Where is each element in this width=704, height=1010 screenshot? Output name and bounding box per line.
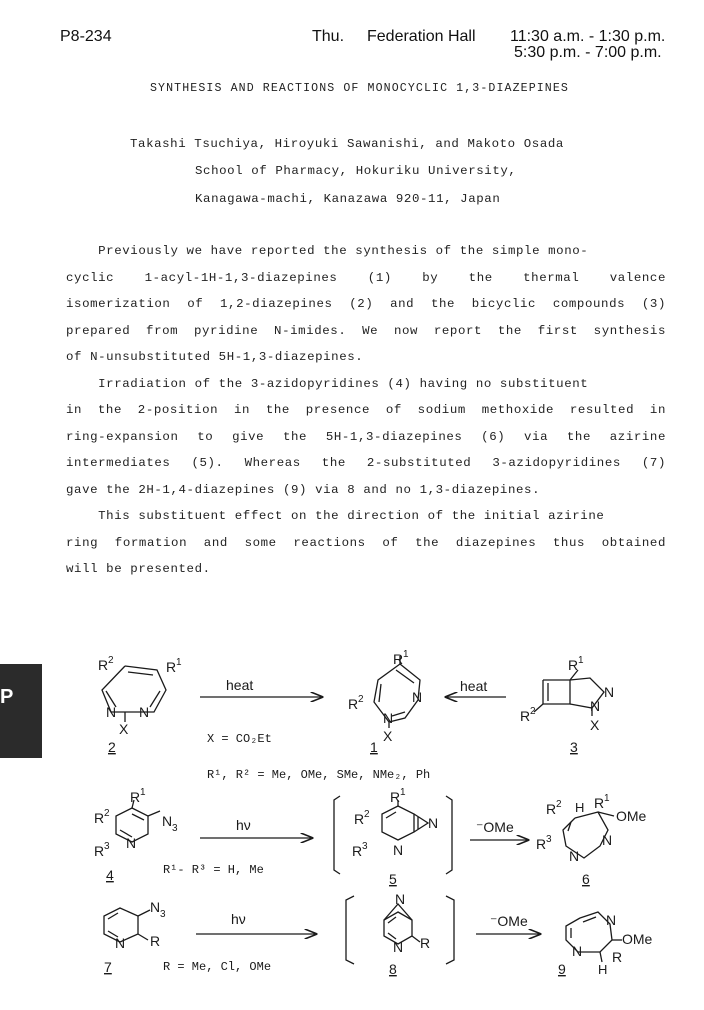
atom-label: R — [393, 651, 404, 667]
affiliation-line-1: School of Pharmacy, Hokuriku University, — [195, 164, 517, 178]
atom-label: N — [602, 832, 613, 848]
section-tab-letter: P — [0, 686, 14, 708]
abstract-line: Irradiation of the 3-azidopyridines (4) having no substituent — [66, 376, 589, 391]
paper-authors: Takashi Tsuchiya, Hiroyuki Sawanishi, and Makoto Osada — [130, 137, 564, 151]
atom-label: H — [575, 800, 585, 815]
atom-label: 2 — [530, 706, 536, 717]
compound-6-structure — [536, 793, 647, 887]
abstract-line: ring-expansion to give the 5H-1,3-diazepines (6) via the azirine — [66, 429, 666, 444]
atom-label: N — [590, 698, 601, 714]
bracket-left — [346, 896, 354, 964]
atom-label: R — [420, 935, 431, 951]
atom-label: 3 — [362, 841, 368, 852]
r1-r3-definition: R¹- R³ = H, Me — [163, 863, 264, 877]
bracket-left — [334, 796, 340, 874]
compound-number-9: 9 — [558, 961, 566, 977]
abstract-line: Previously we have reported the synthesis of the simple mono- — [66, 244, 589, 258]
abstract-line: intermediates (5). Whereas the 2-substituted 3-azidopyridines (7) — [66, 456, 666, 470]
compound-number-8: 8 — [389, 961, 397, 977]
atom-label: N — [428, 815, 439, 831]
atom-label: OMe — [622, 931, 653, 947]
compound-number-1: 1 — [370, 739, 378, 755]
atom-label: R — [98, 657, 109, 673]
atom-label: H — [598, 962, 608, 977]
arrow-label-ome: ⁻OMe — [490, 913, 528, 929]
atom-label: X — [119, 721, 129, 737]
r1-r2-definition: R¹, R² = Me, OMe, SMe, NMe₂, Ph — [207, 768, 431, 782]
atom-label: 2 — [104, 808, 110, 819]
compound-1-structure — [348, 649, 422, 755]
atom-label: N — [606, 912, 617, 928]
atom-label: N — [393, 939, 404, 955]
atom-label: OMe — [616, 808, 647, 824]
atom-label: R — [594, 795, 605, 811]
atom-label: 1 — [400, 787, 406, 798]
abstract-line: cyclic 1-acyl-1H-1,3-diazepines (1) by the thermal valence — [66, 270, 666, 285]
atom-label: X — [590, 717, 600, 733]
abstract-line: of N-unsubstituted 5H-1,3-diazepines. — [66, 350, 364, 364]
session-time-2: 5:30 p.m. - 7:00 p.m. — [514, 44, 662, 61]
session-time-1: 11:30 a.m. - 1:30 p.m. — [510, 28, 666, 45]
atom-label: 3 — [172, 823, 178, 834]
bracket-right — [446, 896, 454, 964]
abstract-line: gave the 2H-1,4-diazepines (9) via 8 and no 1,3-diazepines. — [66, 482, 541, 497]
atom-label: X — [383, 728, 393, 744]
compound-9-structure — [558, 912, 653, 977]
atom-label: R — [94, 843, 105, 859]
atom-label: R — [390, 789, 401, 805]
session-code: P8-234 — [60, 28, 112, 45]
session-day: Thu. — [312, 28, 345, 45]
atom-label: R — [520, 708, 531, 724]
atom-label: N — [139, 704, 150, 720]
abstract-line: will be presented. — [66, 562, 211, 576]
abstract-line: prepared from pyridine N-imides. We now report the first synthesis — [66, 323, 666, 338]
atom-label: 3 — [104, 841, 110, 852]
atom-label: R — [612, 949, 623, 965]
atom-label: R — [352, 843, 363, 859]
atom-label: N — [569, 848, 580, 864]
abstract-line: in the 2-position in the presence of sodium methoxide resulted in — [66, 403, 666, 417]
arrow-label-hv: hν — [236, 817, 251, 833]
atom-label: 2 — [364, 809, 370, 820]
atom-label: 1 — [176, 657, 182, 668]
x-definition: X = CO₂Et — [207, 732, 272, 746]
atom-label: 3 — [160, 909, 166, 920]
compound-7-structure — [104, 899, 166, 975]
abstract-line: ring formation and some reactions of the diazepines thus obtained — [66, 535, 666, 550]
atom-label: N — [395, 891, 406, 907]
atom-label: N — [383, 710, 394, 726]
atom-label: R — [166, 659, 177, 675]
arrow-label-heat: heat — [460, 678, 488, 694]
atom-label: 1 — [604, 793, 610, 804]
atom-label: R — [546, 801, 557, 817]
compound-2-structure — [98, 655, 182, 755]
r-definition: R = Me, Cl, OMe — [163, 960, 272, 974]
atom-label: 1 — [578, 655, 584, 666]
atom-label: N — [412, 689, 423, 705]
bracket-right — [446, 796, 452, 874]
atom-label: R — [348, 696, 359, 712]
atom-label: 2 — [556, 799, 562, 810]
arrow-label-ome: ⁻OMe — [476, 819, 514, 835]
atom-label: R — [354, 811, 365, 827]
atom-label: R — [536, 836, 547, 852]
atom-label: R — [568, 657, 579, 673]
atom-label: N — [162, 813, 173, 829]
affiliation-line-2: Kanagawa-machi, Kanazawa 920-11, Japan — [195, 192, 501, 206]
compound-8-structure — [384, 891, 430, 977]
atom-label: N — [126, 835, 137, 851]
atom-label: 2 — [358, 694, 364, 705]
atom-label: N — [572, 943, 583, 959]
atom-label: N — [150, 899, 161, 915]
compound-number-3: 3 — [570, 739, 578, 755]
compound-5-structure — [352, 787, 438, 887]
arrow-label-hv: hν — [231, 911, 246, 927]
atom-label: 3 — [546, 834, 552, 845]
atom-label: N — [393, 842, 404, 858]
arrow-label-heat: heat — [226, 677, 254, 693]
atom-label: N — [106, 704, 117, 720]
compound-number-2: 2 — [108, 739, 116, 755]
compound-number-4: 4 — [106, 867, 114, 883]
compound-number-7: 7 — [104, 959, 112, 975]
atom-label: 1 — [140, 787, 146, 798]
abstract-line: This substituent effect on the direction of the initial azirine — [66, 509, 605, 523]
compound-number-6: 6 — [582, 871, 590, 887]
atom-label: R — [150, 933, 161, 949]
compound-3-structure — [520, 655, 614, 755]
session-venue: Federation Hall — [367, 28, 476, 45]
atom-label: N — [115, 935, 126, 951]
atom-label: 2 — [108, 655, 114, 666]
atom-label: R — [130, 789, 141, 805]
atom-label: R — [94, 810, 105, 826]
abstract-line: isomerization of 1,2-diazepines (2) and the bicyclic compounds (3) — [66, 297, 666, 311]
atom-label: 1 — [403, 649, 409, 660]
compound-number-5: 5 — [389, 871, 397, 887]
paper-title: SYNTHESIS AND REACTIONS OF MONOCYCLIC 1,3-DIAZEPINES — [150, 82, 569, 95]
atom-label: N — [604, 684, 615, 700]
